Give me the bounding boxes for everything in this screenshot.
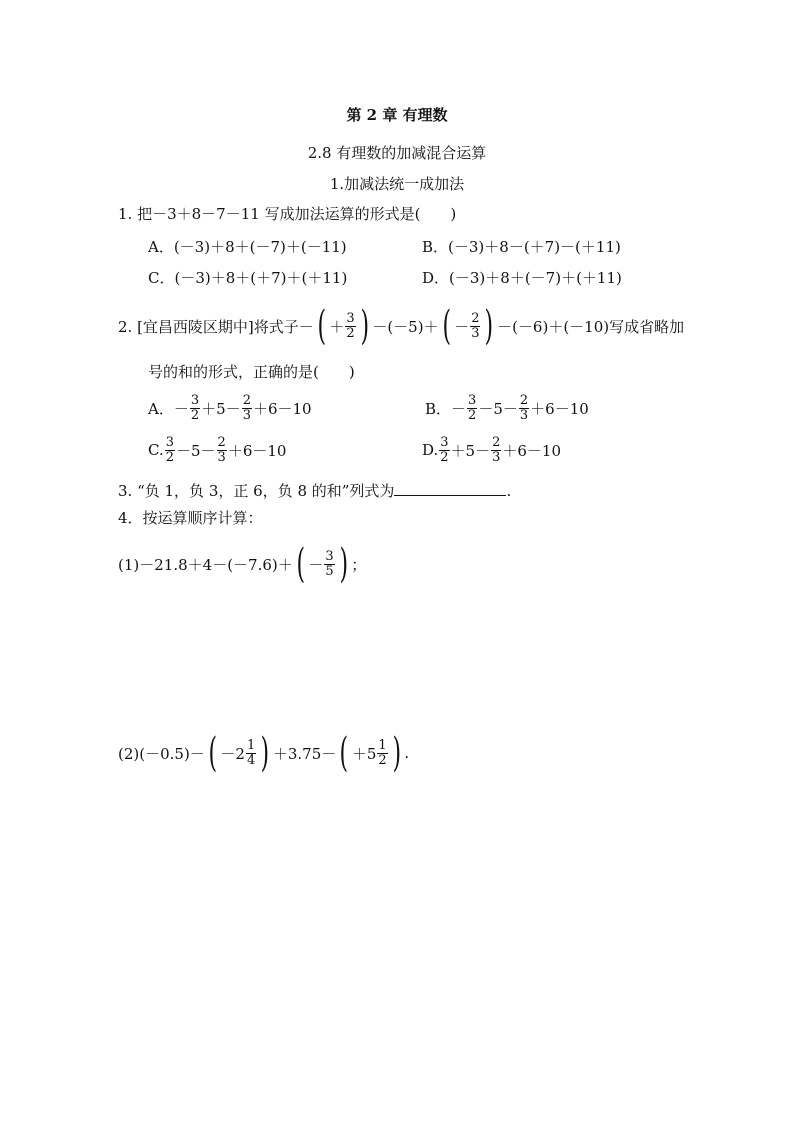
q4-stem: 4．按运算顺序计算： [118, 509, 263, 527]
left-paren: ( [208, 730, 217, 776]
q1-option-a: A．(－3)＋8＋(－7)＋(－11) [148, 238, 347, 256]
q2-option-d: D. $\frac{3}{2}$ ＋5－ $\frac{2}{3}$ ＋6－10 [422, 434, 562, 465]
left-paren: ( [317, 303, 326, 349]
left-paren: ( [296, 541, 305, 587]
q2-stem-line1 [118, 305, 684, 347]
right-paren: ) [392, 730, 401, 776]
right-paren: ) [360, 303, 369, 349]
q2-option-c: C. $\frac{3}{2}$ －5－ $\frac{2}{3}$ ＋6－10 [148, 434, 287, 465]
fraction: $\frac{2}{3}$ [471, 310, 480, 341]
q2-sign1: ＋ [329, 317, 345, 336]
fraction: $\frac{1}{4}$ [246, 737, 256, 768]
q1-stem: 1. 把－3＋8－7－11 写成加法运算的形式是( ) [118, 205, 457, 223]
left-paren: ( [339, 730, 349, 776]
q4-part2: (2)(－0.5)－ ( －2 $\frac{1}{4}$ ) ＋3.75－ ( ＋5 $\frac{1}{2}$ ) . [118, 730, 410, 776]
subsection-title: 1.加减法统一成加法 [329, 175, 465, 193]
chapter-title: 第 2 章 有理数 [346, 106, 448, 124]
q1-option-d: D．(－3)＋8＋(－7)＋(＋11) [422, 269, 622, 287]
fraction: $\frac{3}{2}$ [346, 310, 355, 341]
q2-option-a: A． － $\frac{3}{2}$ ＋5－ $\frac{2}{3}$ ＋6－10 [148, 392, 312, 423]
q2-mid2: －(－6)＋(－10)写成省略加 [497, 317, 685, 336]
fraction: $\frac{1}{2}$ [378, 737, 387, 768]
right-paren: ) [339, 541, 348, 587]
section-title: 2.8 有理数的加减混合运算 [307, 144, 487, 162]
q2-prefix: 2. [宜昌西陵区期中]将式子－ [118, 317, 314, 336]
q4-part1: (1)－21.8＋4－(－7.6)＋ ( － $\frac{3}{5}$ ) ； [118, 541, 367, 587]
q2-mid1: －(－5)＋ [372, 317, 439, 336]
right-paren: ) [484, 303, 494, 349]
q2-sign2: － [454, 317, 470, 336]
fraction: $\frac{3}{5}$ [325, 548, 334, 579]
q1-option-c: C．(－3)＋8＋(＋7)＋(＋11) [148, 269, 348, 287]
answer-blank [394, 481, 506, 496]
left-paren: ( [442, 303, 451, 349]
q1-option-b: B．(－3)＋8－(＋7)－(＋11) [422, 238, 621, 256]
q2-option-b: B． － $\frac{3}{2}$ －5－ $\frac{2}{3}$ ＋6－10 [425, 392, 589, 423]
q3-stem: 3. “负 1，负 3，正 6，负 8 的和”列式为 . [118, 482, 512, 500]
right-paren: ) [260, 730, 270, 776]
q2-stem-line2: 号的和的形式，正确的是( ) [148, 363, 355, 381]
